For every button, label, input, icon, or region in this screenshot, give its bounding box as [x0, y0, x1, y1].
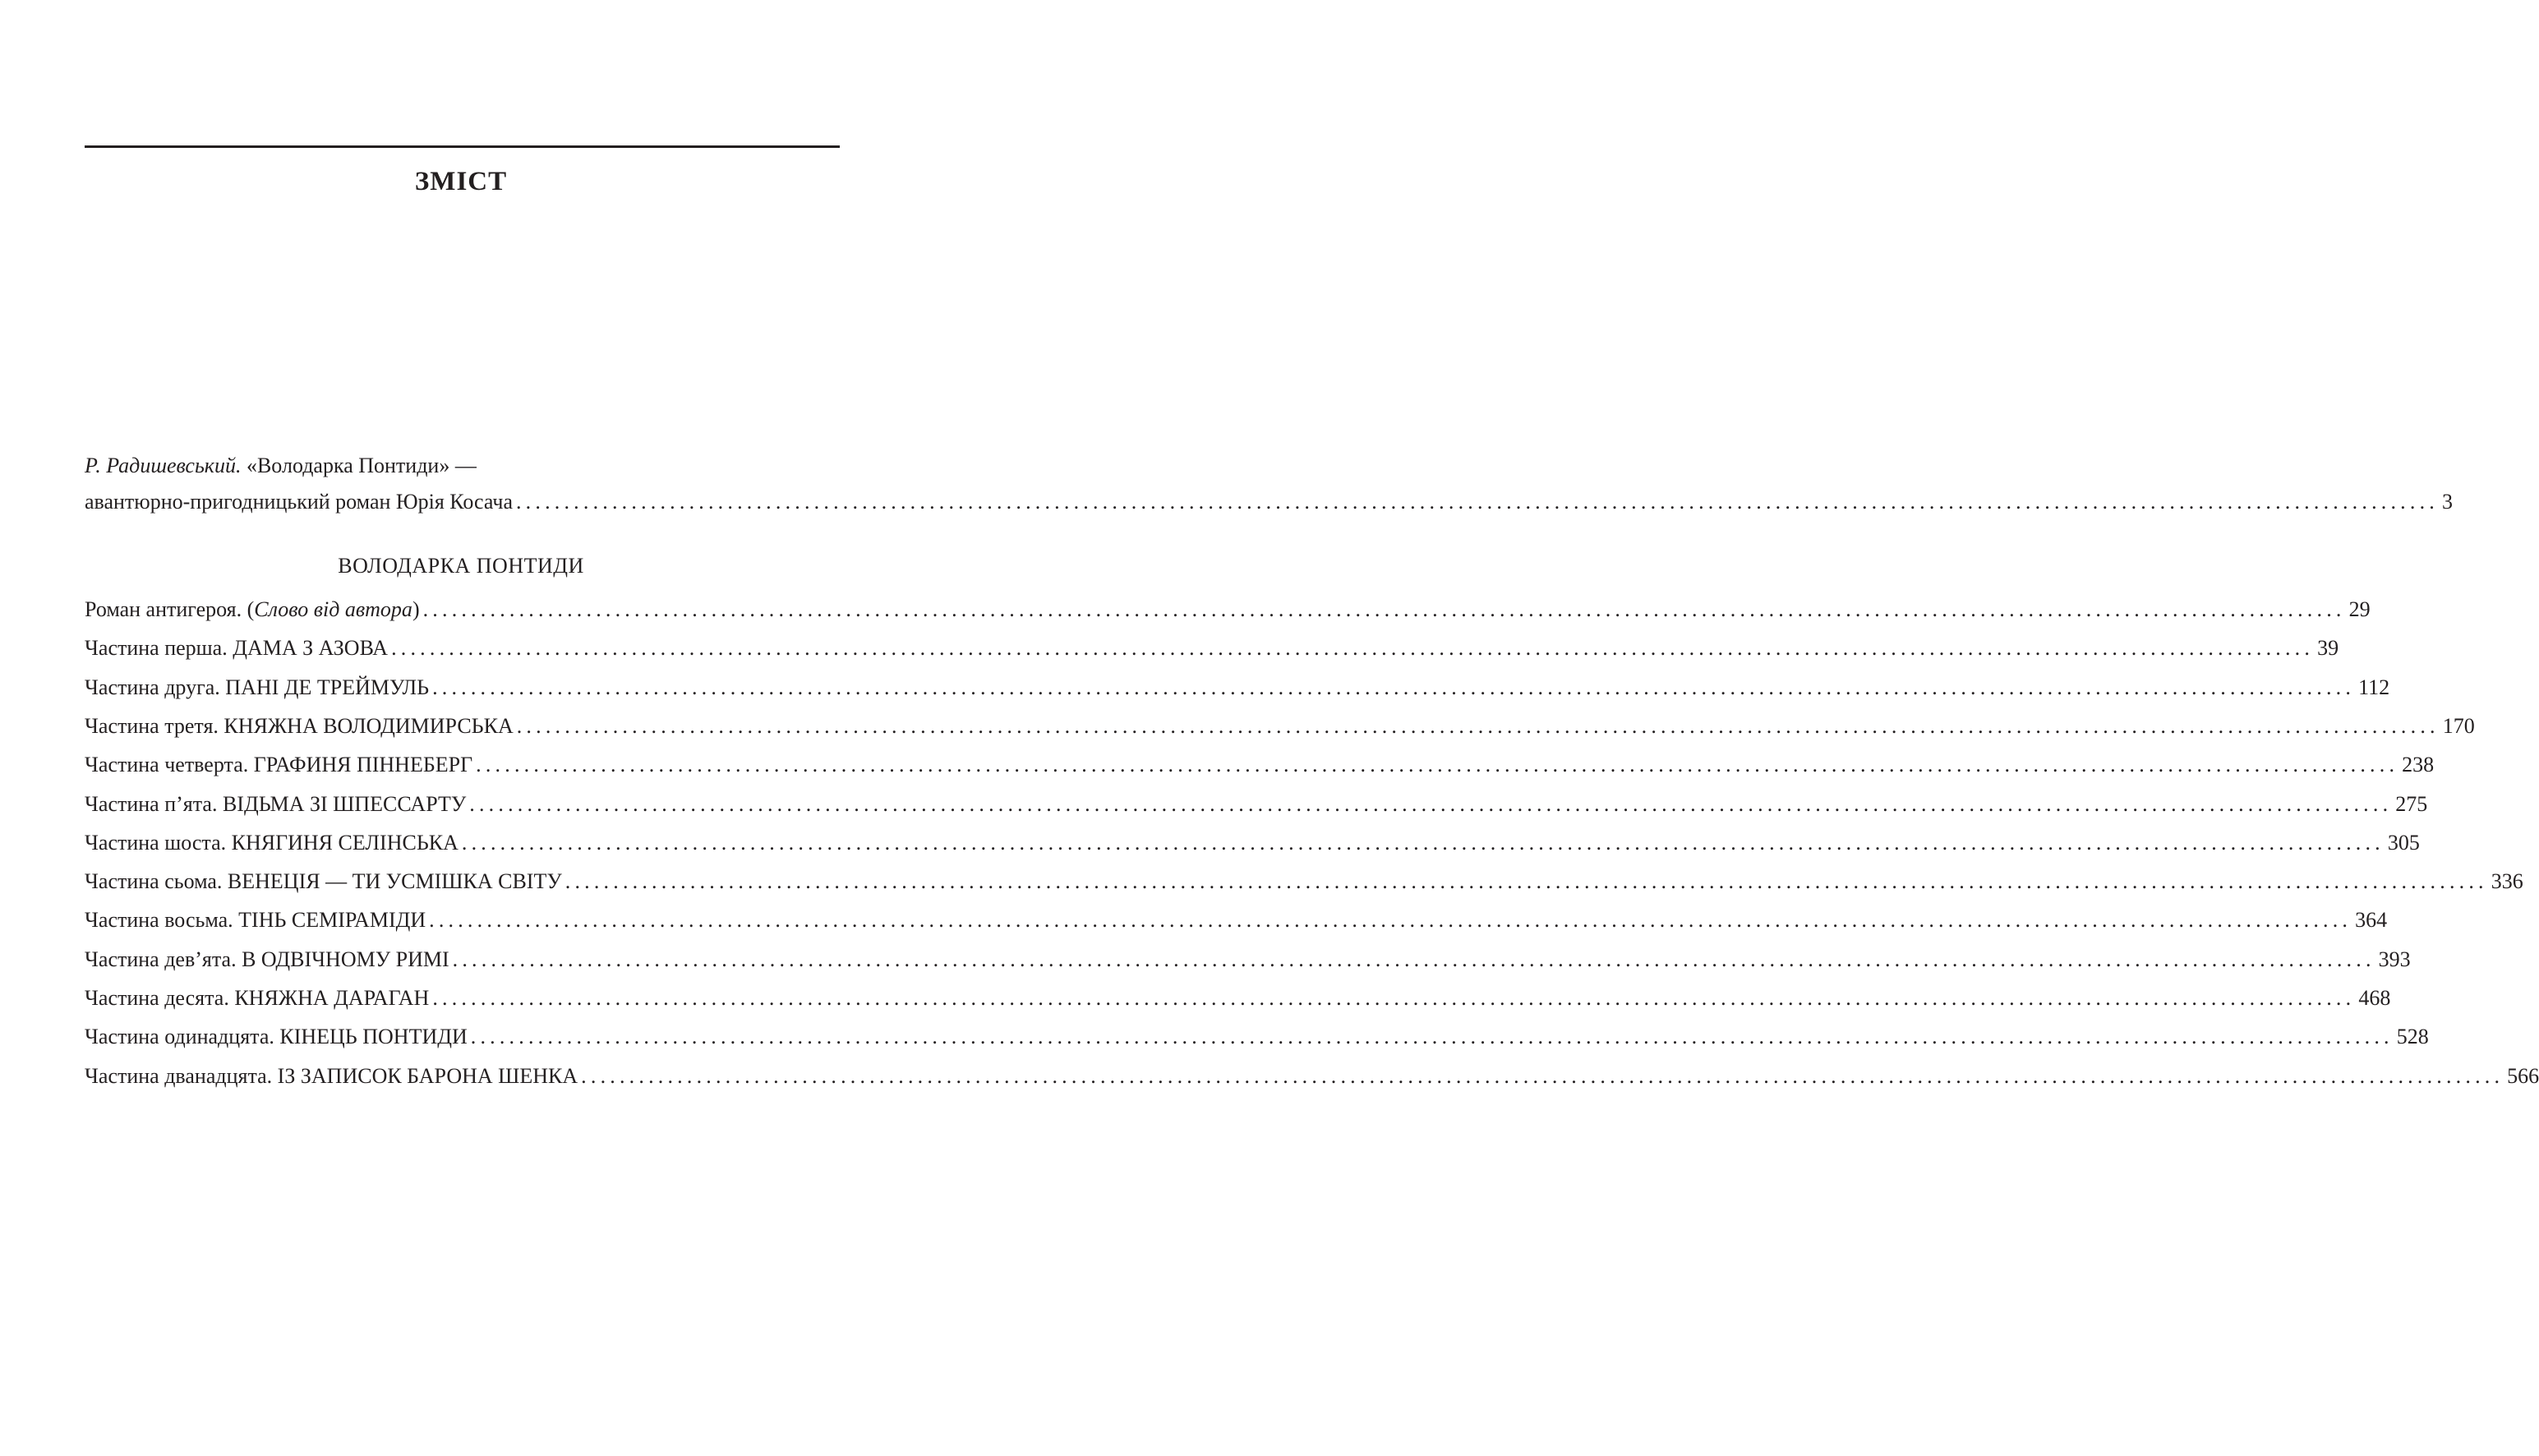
toc-entry[interactable] — [85, 753, 2435, 782]
toc-entry[interactable] — [85, 831, 2420, 860]
toc-entry-label: Частина перша. ДАМА З АЗОВА — [85, 636, 389, 660]
toc-page-number: 364 — [2355, 908, 2388, 932]
toc-dot-leader: ........................................................................................................................................................................................................ — [432, 986, 2356, 1010]
toc-entry[interactable] — [85, 1025, 2429, 1054]
toc-entry[interactable] — [85, 792, 2428, 822]
toc-dot-leader: ........................................................................................................................................................................................................ — [391, 636, 2315, 660]
toc-entry-intro[interactable] — [85, 490, 2453, 519]
toc-dot-leader: ........................................................................................................................................................................................................ — [476, 753, 2399, 776]
toc-page-number: 170 — [2442, 714, 2475, 738]
toc-dot-leader: ........................................................................................................................................................................................................ — [432, 675, 2356, 699]
intro-author: Р. Радишевський. — [85, 454, 242, 477]
toc-entry[interactable] — [85, 1064, 2539, 1094]
toc-entry-label: Роман антигероя. (Слово від автора) — [85, 597, 420, 621]
toc-page-number: 528 — [2396, 1025, 2429, 1048]
toc-dot-leader: ........................................................................................................................................................................................................ — [452, 947, 2375, 971]
toc-entry-label: авантюрно-пригодницький роман Юрія Косача — [85, 490, 513, 514]
toc-entry-italic: Слово від автора — [254, 597, 412, 621]
toc-entry[interactable] — [85, 986, 2391, 1016]
toc-page-number: 393 — [2378, 947, 2411, 971]
toc-entry-label: Частина сьома. ВЕНЕЦІЯ — ТИ УСМІШКА СВІТУ — [85, 869, 562, 893]
intro-line-1 — [85, 454, 477, 478]
toc-page-number: 238 — [2402, 753, 2435, 776]
toc-page-number: 112 — [2358, 675, 2390, 699]
toc-entry[interactable] — [85, 947, 2411, 977]
toc-dot-leader: ........................................................................................................................................................................................................ — [429, 908, 2352, 932]
toc-dot-leader: ........................................................................................................................................................................................................ — [581, 1064, 2504, 1088]
toc-entry-label: Частина шоста. КНЯГИНЯ СЕЛІНСЬКА — [85, 831, 458, 855]
toc-entry-label: Частина одинадцята. КІНЕЦЬ ПОНТИДИ — [85, 1025, 468, 1048]
toc-entry[interactable] — [85, 675, 2390, 705]
toc-entry-label: Частина дев’ята. В ОДВІЧНОМУ РИМІ — [85, 947, 449, 971]
toc-page-number: 39 — [2317, 636, 2339, 660]
toc-entry-label: Частина дванадцята. ІЗ ЗАПИСОК БАРОНА ШЕНКА — [85, 1064, 578, 1088]
toc-entry-label: Частина третя. КНЯЖНА ВОЛОДИМИРСЬКА — [85, 714, 514, 738]
toc-page-number: 566 — [2507, 1064, 2539, 1088]
toc-entry[interactable] — [85, 869, 2523, 899]
toc-page-number: 336 — [2491, 869, 2523, 893]
toc-page-number: 3 — [2441, 490, 2453, 514]
toc-page-number: 305 — [2387, 831, 2420, 855]
toc-entry-label: Частина п’ята. ВІДЬМА ЗІ ШПЕССАРТУ — [85, 792, 467, 816]
toc-entry-label: Частина десята. КНЯЖНА ДАРАГАН — [85, 986, 430, 1010]
intro-title: «Володарка Понтиди» — — [241, 454, 477, 477]
toc-entry[interactable] — [85, 714, 2475, 744]
toc-dot-leader: ........................................................................................................................................................................................................ — [470, 1025, 2394, 1048]
toc-page-number: 468 — [2358, 986, 2391, 1010]
top-rule — [85, 145, 840, 148]
toc-dot-leader: ........................................................................................................................................................................................................ — [516, 714, 2440, 738]
toc-entry[interactable] — [85, 908, 2388, 938]
toc-page-number: 29 — [2348, 597, 2371, 621]
section-title: ВОЛОДАРКА ПОНТИДИ — [338, 554, 584, 578]
toc-dot-leader: ........................................................................................................................................................................................................ — [461, 831, 2385, 855]
page-title: ЗМІСТ — [414, 167, 508, 196]
toc-dot-leader: ........................................................................................................................................................................................................ — [515, 490, 2439, 514]
toc-entry-label: Частина восьма. ТІНЬ СЕМІРАМІДИ — [85, 908, 426, 932]
toc-entry-label: Частина друга. ПАНІ ДЕ ТРЕЙМУЛЬ — [85, 675, 430, 699]
toc-entry[interactable] — [85, 636, 2339, 666]
toc-page-number: 275 — [2395, 792, 2428, 816]
toc-entry-label: Частина четверта. ГРАФИНЯ ПІННЕБЕРГ — [85, 753, 473, 776]
toc-dot-leader: ........................................................................................................................................................................................................ — [469, 792, 2393, 816]
toc-entry[interactable] — [85, 597, 2371, 627]
toc-dot-leader: ........................................................................................................................................................................................................ — [422, 597, 2346, 621]
toc-dot-leader: ........................................................................................................................................................................................................ — [564, 869, 2488, 893]
